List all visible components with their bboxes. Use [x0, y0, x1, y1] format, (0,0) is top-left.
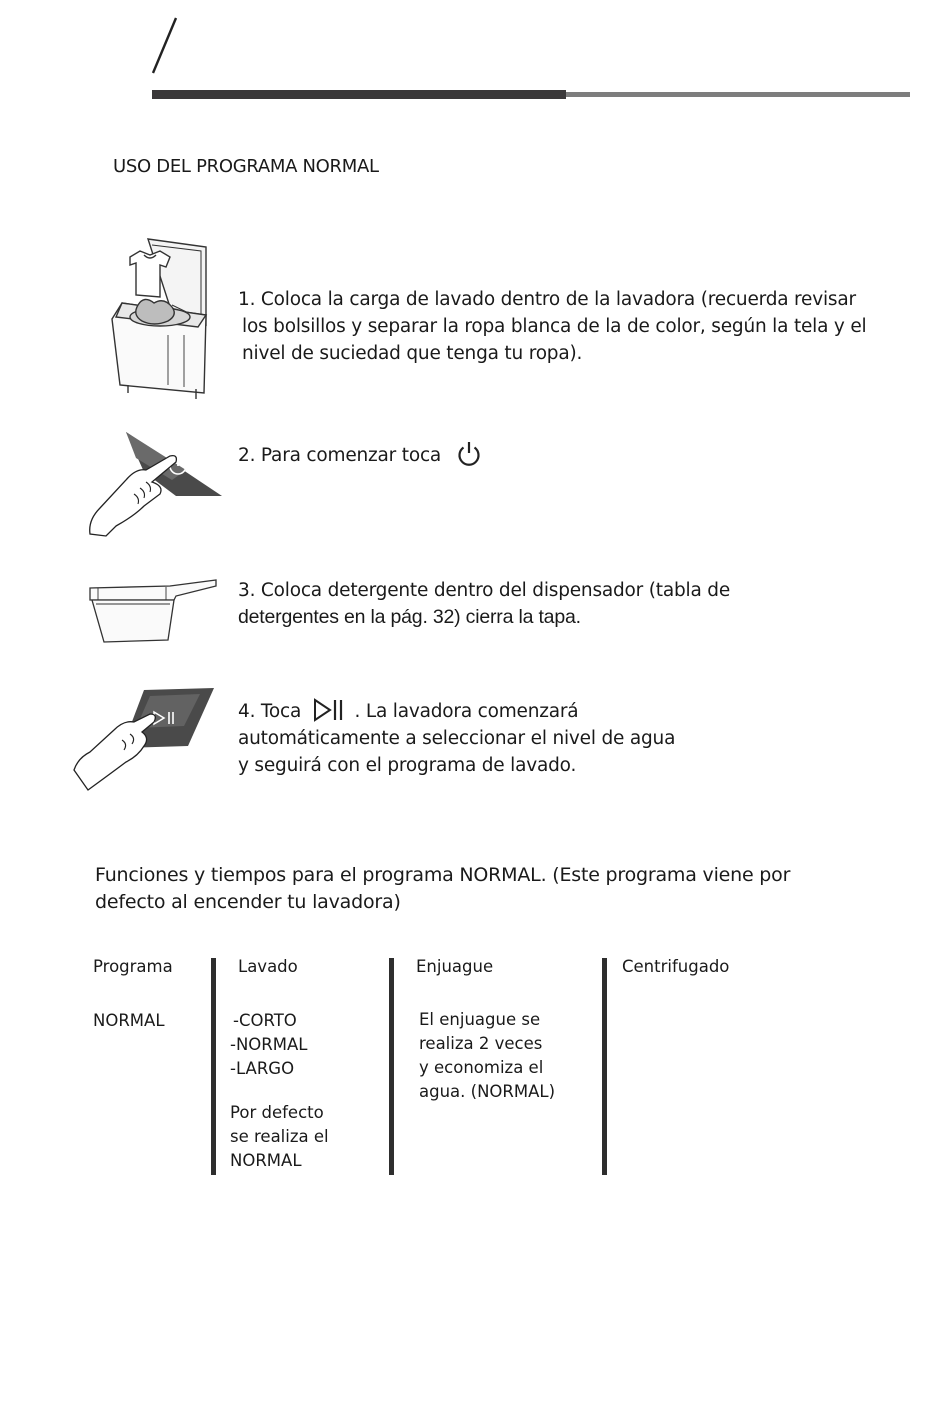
- step-3-line-1: 3. Coloca detergente dentro del dispensador (tabla de: [238, 580, 730, 601]
- step-2-label: 2. Para comenzar toca: [238, 445, 442, 466]
- table-enjuague-value: [419, 1008, 555, 1104]
- table-lavado-note: [230, 1101, 329, 1173]
- hand-touching-play-pause-image: [70, 686, 216, 792]
- table-divider-3: [602, 958, 607, 1175]
- table-program-value: NORMAL: [93, 1011, 165, 1030]
- table-divider-1: [211, 958, 216, 1175]
- lavado-option-largo: -LARGO: [230, 1059, 295, 1078]
- functions-intro-line-1: Funciones y tiempos para el programa NORMAL. (Este programa viene por: [95, 864, 791, 886]
- table-header-centrifugado: Centrifugado: [622, 957, 730, 976]
- lavado-option-normal: -NORMAL: [230, 1035, 308, 1054]
- step-4-label: 4. Toca: [238, 701, 302, 722]
- table-header-programa: Programa: [93, 957, 173, 976]
- step-4-label-after: . La lavadora comenzará: [354, 701, 579, 722]
- hand-touching-power-button-image: [86, 430, 224, 542]
- enjuague-line-1: El enjuague se: [419, 1010, 541, 1029]
- step-1-line-3: nivel de suciedad que tenga tu ropa).: [242, 343, 583, 364]
- step-4-line-3: y seguirá con el programa de lavado.: [238, 755, 577, 776]
- table-header-enjuague: Enjuague: [416, 957, 494, 976]
- power-icon: [455, 440, 483, 468]
- step-2-text: [238, 442, 483, 469]
- table-header-lavado: Lavado: [238, 957, 298, 976]
- step-4-line-2: automáticamente a seleccionar el nivel de agua: [238, 728, 676, 749]
- detergent-dispenser-image: [86, 574, 220, 646]
- functions-intro-line-2: defecto al encender tu lavadora): [95, 891, 401, 913]
- header-rule-light: [566, 92, 910, 97]
- step-3-text: [238, 577, 730, 631]
- functions-intro: [95, 862, 855, 916]
- lavado-note-line-2: se realiza el: [230, 1127, 329, 1146]
- play-pause-icon: [313, 698, 345, 722]
- enjuague-line-4: agua. (NORMAL): [419, 1082, 556, 1101]
- section-title: USO DEL PROGRAMA NORMAL: [113, 156, 379, 177]
- step-4-text: [238, 698, 675, 779]
- step-1-line-1: 1. Coloca la carga de lavado dentro de la lavadora (recuerda revisar: [238, 289, 856, 310]
- enjuague-line-2: realiza 2 veces: [419, 1034, 543, 1053]
- enjuague-line-3: y economiza el: [419, 1058, 544, 1077]
- table-divider-2: [389, 958, 394, 1175]
- lavado-note-line-1: Por defecto: [230, 1103, 324, 1122]
- step-3-line-2: detergentes en la pág. 32) cierra la tapa.: [238, 606, 581, 628]
- step-1-line-2: los bolsillos y separar la ropa blanca de la de color, según la tela y el: [242, 316, 867, 337]
- step-1-text: [238, 286, 866, 367]
- lavado-note-line-3: NORMAL: [230, 1151, 302, 1170]
- table-lavado-options: [230, 1009, 307, 1081]
- header-rule-dark: [152, 90, 566, 99]
- lavado-option-corto: -CORTO: [233, 1011, 297, 1030]
- washing-machine-loading-image: [108, 235, 220, 403]
- header-slash: [145, 15, 185, 77]
